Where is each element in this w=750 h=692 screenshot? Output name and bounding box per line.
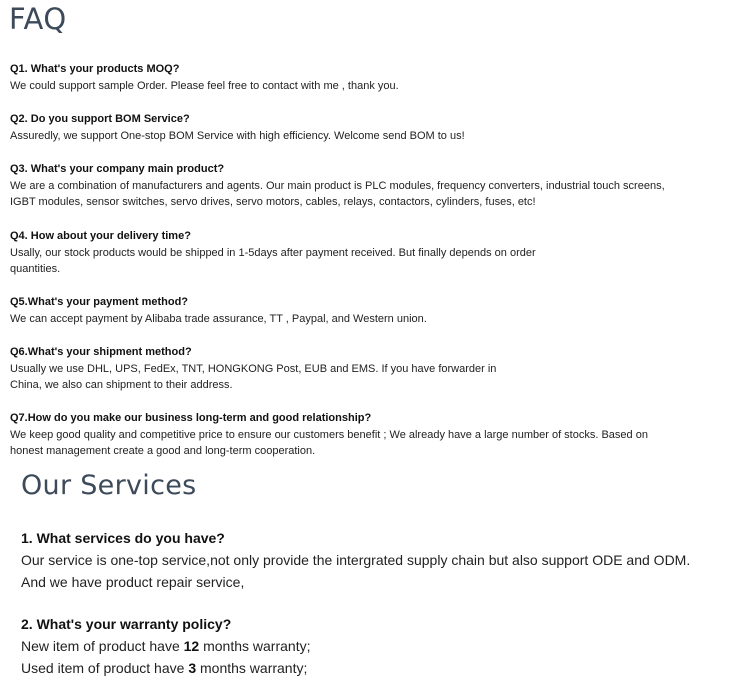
faq-item [10,410,740,460]
warranty-used-post: months warranty; [196,660,308,676]
warranty-used-line [21,660,307,676]
services-answer-line: Our service is one-top service,not only provide the intergrated supply chain but also support ODE and ODM. [21,552,691,568]
warranty-new-pre: New item of product have [21,638,184,654]
faq-answer: We could support sample Order. Please feel free to contact with me , thank you. [10,79,399,92]
faq-answer: Assuredly, we support One-stop BOM Service with high efficiency. Welcome send BOM to us! [10,129,465,142]
faq-item [10,344,740,394]
faq-question: Q5.What's your payment method? [10,296,189,308]
warranty-new-months: 12 [183,638,200,654]
warranty-new-line [21,638,310,654]
faq-item [10,61,740,94]
faq-question: Q6.What's your shipment method? [10,346,192,358]
faq-question: Q2. Do you support BOM Service? [10,113,190,125]
faq-answer: We keep good quality and competitive price to ensure our customers benefit ; We already have a large number of stocks. Based on [10,428,648,441]
faq-answer: We are a combination of manufacturers and agents. Our main product is PLC modules, frequency converters, industrial touch screens, [10,179,665,192]
faq-title: FAQ [9,2,67,36]
faq-answer: Usally, our stock products would be shipped in 1-5days after payment received. But finally depends on order [10,246,536,259]
faq-item [10,228,740,278]
faq-answer: We can accept payment by Alibaba trade assurance, TT , Paypal, and Western union. [10,312,427,325]
faq-question: Q7.How do you make our business long-term and good relationship? [10,412,372,424]
faq-item [10,111,740,144]
faq-question: Q4. How about your delivery time? [10,230,191,242]
faq-answer: quantities. [10,263,61,275]
warranty-question: 2. What's your warranty policy? [21,616,232,632]
warranty-used-months: 3 [188,660,197,676]
services-answer-line: And we have product repair service, [21,574,245,590]
faq-answer: honest management create a good and long-term cooperation. [10,445,316,457]
faq-answer: Usually we use DHL, UPS, FedEx, TNT, HONGKONG Post, EUB and EMS. If you have forwarder in [10,362,497,375]
warranty-new-post: months warranty; [199,638,311,654]
faq-answer: IGBT modules, sensor switches, servo drives, servo motors, cables, relays, contactors, cylinders, fuses, etc! [10,196,536,208]
services-title: Our Services [21,470,197,501]
faq-question: Q3. What's your company main product? [10,163,225,175]
faq-answer: China, we also can shipment to their address. [10,379,233,391]
faq-item [10,294,740,327]
faq-question: Q1. What's your products MOQ? [10,63,180,75]
services-question: 1. What services do you have? [21,530,225,546]
faq-item [10,161,740,211]
warranty-used-pre: Used item of product have [21,660,189,676]
